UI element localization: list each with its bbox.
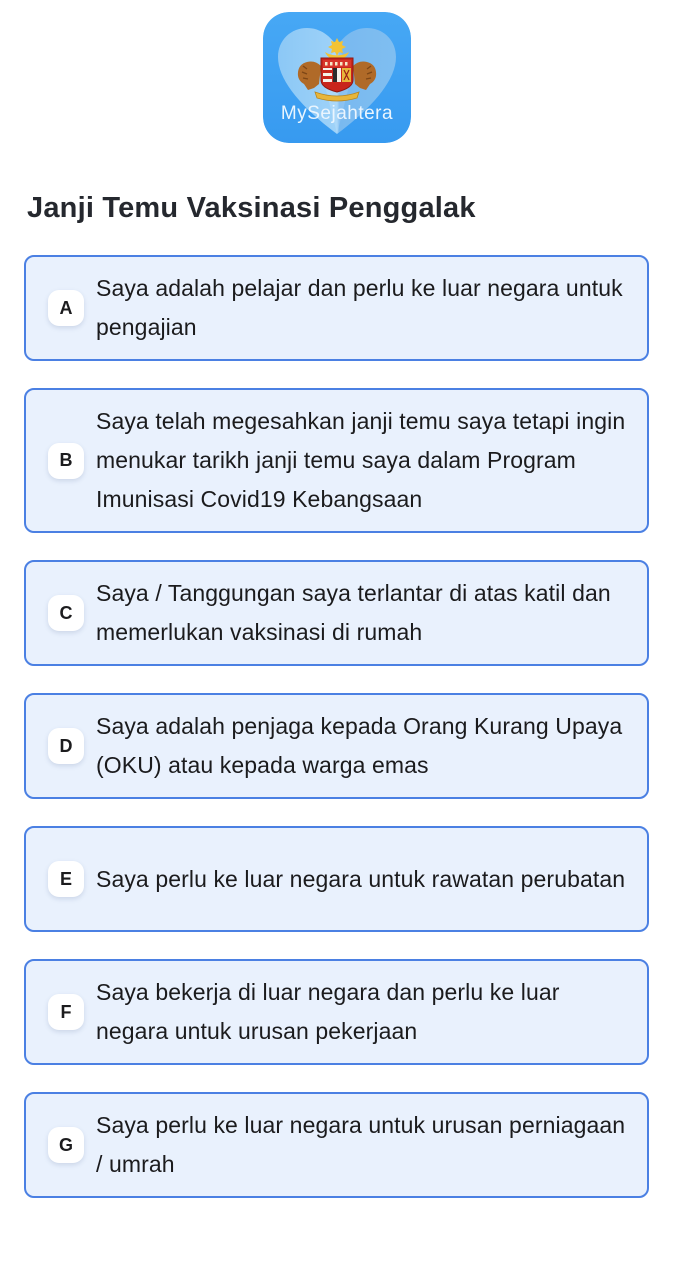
app-icon-wordmark: MySejahtera bbox=[280, 103, 393, 124]
option-letter-badge: B bbox=[48, 443, 84, 479]
option-text: Saya telah megesahkan janji temu saya tetapi ingin menukar tarikh janji temu saya dalam Program Imunisasi Covid19 Kebangsaan bbox=[96, 408, 626, 512]
page-title: Janji Temu Vaksinasi Penggalak bbox=[27, 192, 476, 224]
option-text: Saya adalah pelajar dan perlu ke luar negara untuk pengajian bbox=[96, 275, 623, 340]
option-letter-badge: E bbox=[48, 861, 84, 897]
option-card-c[interactable] bbox=[24, 560, 649, 666]
option-card-b[interactable] bbox=[24, 388, 649, 533]
option-letter-badge: D bbox=[48, 728, 84, 764]
option-text: Saya / Tanggungan saya terlantar di atas katil dan memerlukan vaksinasi di rumah bbox=[96, 580, 611, 645]
option-card-g[interactable] bbox=[24, 1092, 649, 1198]
option-text: Saya adalah penjaga kepada Orang Kurang Upaya (OKU) atau kepada warga emas bbox=[96, 713, 623, 778]
option-card-e[interactable] bbox=[24, 826, 649, 932]
app-icon-row bbox=[0, 0, 673, 143]
option-letter-badge: A bbox=[48, 290, 84, 326]
option-text: Saya perlu ke luar negara untuk urusan perniagaan / umrah bbox=[96, 1112, 626, 1177]
option-letter-badge: G bbox=[48, 1127, 84, 1163]
option-text: Saya perlu ke luar negara untuk rawatan perubatan bbox=[96, 865, 626, 892]
option-card-d[interactable] bbox=[24, 693, 649, 799]
option-card-list bbox=[0, 255, 673, 1238]
option-letter-badge: C bbox=[48, 595, 84, 631]
option-text: Saya bekerja di luar negara dan perlu ke luar negara untuk urusan pekerjaan bbox=[96, 979, 560, 1044]
mysejahtera-app-icon bbox=[263, 12, 411, 143]
option-card-a[interactable] bbox=[24, 255, 649, 361]
option-card-f[interactable] bbox=[24, 959, 649, 1065]
option-letter-badge: F bbox=[48, 994, 84, 1030]
